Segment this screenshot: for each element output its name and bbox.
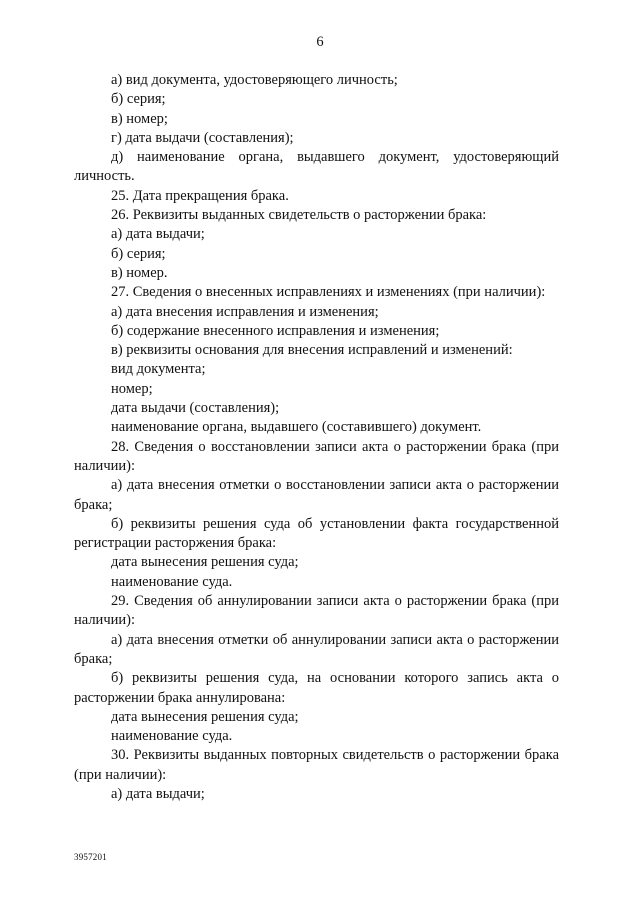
- paragraph: а) дата выдачи;: [111, 226, 205, 243]
- paragraph: б) содержание внесенного исправления и изменения;: [111, 322, 440, 339]
- paragraph: дата выдачи (составления);: [111, 400, 280, 417]
- paragraph: дата вынесения решения суда;: [111, 708, 299, 725]
- paragraph: наименование суда.: [111, 728, 233, 745]
- paragraph: д) наименование органа, выдавшего документ, удостоверяющий личность.: [74, 149, 559, 185]
- paragraph: 25. Дата прекращения брака.: [111, 187, 289, 204]
- paragraph: в) номер;: [111, 110, 168, 127]
- paragraph: б) реквизиты решения суда об установлении факта государственной регистрации расторжения брака:: [74, 515, 559, 552]
- paragraph: 27. Сведения о внесенных исправлениях и изменениях (при наличии):: [111, 284, 546, 301]
- paragraph: наименование органа, выдавшего (составившего) документ.: [111, 419, 482, 436]
- paragraph: а) дата выдачи;: [111, 785, 205, 802]
- paragraph: 30. Реквизиты выданных повторных свидетельств о расторжении брака (при наличии):: [74, 747, 559, 783]
- paragraph: 28. Сведения о восстановлении записи акта о расторжении брака (при наличии):: [74, 438, 559, 474]
- page-number: 6: [316, 34, 324, 50]
- paragraph: б) серия;: [111, 245, 166, 262]
- paragraph: дата вынесения решения суда;: [111, 554, 299, 571]
- paragraph: а) дата внесения отметки о восстановлении записи акта о расторжении брака;: [74, 477, 559, 513]
- paragraph: номер;: [111, 380, 153, 397]
- paragraph: б) реквизиты решения суда, на основании которого запись акта о расторжении брака аннулирована:: [74, 670, 559, 706]
- document-body: [74, 71, 559, 804]
- paragraph: в) реквизиты основания для внесения исправлений и изменений:: [111, 342, 513, 359]
- paragraph: вид документа;: [111, 361, 206, 378]
- paragraph: 29. Сведения об аннулировании записи акта о расторжении брака (при наличии):: [74, 593, 559, 629]
- paragraph: г) дата выдачи (составления);: [111, 129, 294, 146]
- paragraph: наименование суда.: [111, 573, 233, 590]
- paragraph: 26. Реквизиты выданных свидетельств о расторжении брака:: [111, 207, 487, 224]
- paragraph: в) номер.: [111, 264, 168, 281]
- paragraph: б) серия;: [111, 91, 166, 108]
- paragraph: а) дата внесения исправления и изменения;: [111, 303, 379, 320]
- paragraph: а) дата внесения отметки об аннулировании записи акта о расторжении брака;: [74, 631, 559, 667]
- document-id: 3957201: [74, 852, 107, 862]
- paragraph: а) вид документа, удостоверяющего личность;: [111, 72, 398, 88]
